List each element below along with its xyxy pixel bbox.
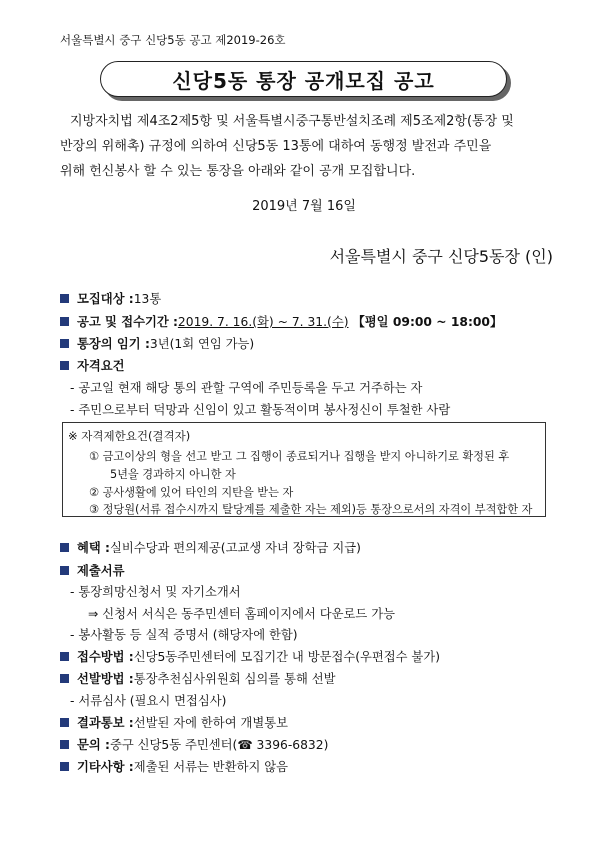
notice-number: 서울특별시 중구 신당5동 공고 제2019-26호 bbox=[60, 33, 286, 47]
page-title: 신당5동 통장 공개모집 공고 bbox=[172, 68, 435, 93]
disqualification-item: ② 공사생활에 있어 타인의 지탄을 받는 자 bbox=[89, 486, 294, 499]
etc-row bbox=[60, 757, 288, 775]
recruit-label: 모집대상 : bbox=[77, 292, 134, 306]
recruit-value: 13통 bbox=[133, 292, 162, 306]
issuer: 서울특별시 중구 신당5동장 (인) bbox=[329, 247, 553, 266]
period-value: 2019. 7. 16.(화) ~ 7. 31.(수) bbox=[177, 315, 349, 329]
apply-method-row bbox=[60, 647, 440, 665]
qualification-item: - 공고일 현재 해당 통의 관할 구역에 주민등록을 두고 거주하는 자 bbox=[70, 381, 423, 395]
selection-row bbox=[60, 669, 336, 687]
documents-item: - 통장희망신청서 및 자기소개서 bbox=[70, 585, 241, 599]
intro-line: 반장의 위해촉) 규정에 의하여 신당5동 13통에 대하여 동행정 발전과 주민을 bbox=[60, 139, 492, 154]
disqualification-item-cont: 5년을 경과하지 아니한 자 bbox=[110, 468, 236, 481]
selection-sub: - 서류심사 (필요시 면접심사) bbox=[70, 694, 227, 708]
etc-value: 제출된 서류는 반환하지 않음 bbox=[133, 760, 288, 774]
square-bullet-icon bbox=[60, 674, 69, 683]
term-row bbox=[60, 334, 254, 352]
title-banner bbox=[100, 61, 507, 97]
square-bullet-icon bbox=[60, 339, 69, 348]
qualification-label: 자격요건 bbox=[77, 359, 125, 373]
square-bullet-icon bbox=[60, 718, 69, 727]
square-bullet-icon bbox=[60, 762, 69, 771]
period-label: 공고 및 접수기간 : bbox=[77, 315, 178, 329]
inquiry-value: 중구 신당5동 주민센터(☎ 3396-6832) bbox=[109, 738, 329, 752]
apply-method-value: 신당5동주민센터에 모집기간 내 방문접수(우편접수 불가) bbox=[133, 650, 440, 664]
disqualification-item: ③ 정당원(서류 접수시까지 탈당계를 제출한 자는 제외)등 통장으로서의 자격이 부적합한 자 bbox=[89, 503, 533, 516]
result-label: 결과통보 : bbox=[77, 716, 134, 730]
square-bullet-icon bbox=[60, 317, 69, 326]
documents-item: - 봉사활동 등 실적 증명서 (해당자에 한함) bbox=[70, 628, 298, 642]
term-label: 통장의 임기 : bbox=[77, 337, 150, 351]
square-bullet-icon bbox=[60, 543, 69, 552]
square-bullet-icon bbox=[60, 361, 69, 370]
square-bullet-icon bbox=[60, 294, 69, 303]
inquiry-row bbox=[60, 735, 328, 753]
period-hours: 【평일 09:00 ~ 18:00】 bbox=[352, 315, 503, 329]
benefit-label: 혜택 : bbox=[77, 541, 110, 555]
square-bullet-icon bbox=[60, 566, 69, 575]
intro-line: 지방자치법 제4조2제5항 및 서울특별시중구통반설치조례 제5조제2항(통장 및 bbox=[70, 114, 514, 129]
result-row bbox=[60, 713, 288, 731]
recruit-row bbox=[60, 289, 161, 307]
qualification-row bbox=[60, 356, 125, 374]
square-bullet-icon bbox=[60, 740, 69, 749]
disqualification-item: ① 금고이상의 형을 선고 받고 그 집행이 종료되거나 집행을 받지 아니하기로 확정된 후 bbox=[89, 450, 510, 463]
disqualification-box bbox=[62, 422, 546, 517]
etc-label: 기타사항 : bbox=[77, 760, 134, 774]
documents-row bbox=[60, 561, 125, 579]
intro-line: 위해 헌신봉사 할 수 있는 통장을 아래와 같이 공개 모집합니다. bbox=[60, 164, 416, 179]
documents-note: ⇒ 신청서 서식은 동주민센터 홈페이지에서 다운로드 가능 bbox=[88, 607, 395, 621]
selection-label: 선발방법 : bbox=[77, 672, 134, 686]
benefit-value: 실비수당과 편의제공(고교생 자녀 장학금 지급) bbox=[109, 541, 361, 555]
benefit-row bbox=[60, 538, 361, 556]
intro-paragraph bbox=[60, 109, 548, 184]
period-row bbox=[60, 312, 502, 330]
apply-method-label: 접수방법 : bbox=[77, 650, 134, 664]
square-bullet-icon bbox=[60, 652, 69, 661]
term-value: 3년(1회 연임 가능) bbox=[149, 337, 255, 351]
selection-value: 통장추천심사위원회 심의를 통해 선발 bbox=[133, 672, 336, 686]
documents-label: 제출서류 bbox=[77, 564, 125, 578]
disqualification-title: ※ 자격제한요건(결격자) bbox=[68, 429, 191, 443]
notice-date: 2019년 7월 16일 bbox=[252, 199, 356, 214]
qualification-item: - 주민으로부터 덕망과 신임이 있고 활동적이며 봉사정신이 투철한 사람 bbox=[70, 403, 451, 417]
inquiry-label: 문의 : bbox=[77, 738, 110, 752]
result-value: 선발된 자에 한하여 개별통보 bbox=[133, 716, 288, 730]
